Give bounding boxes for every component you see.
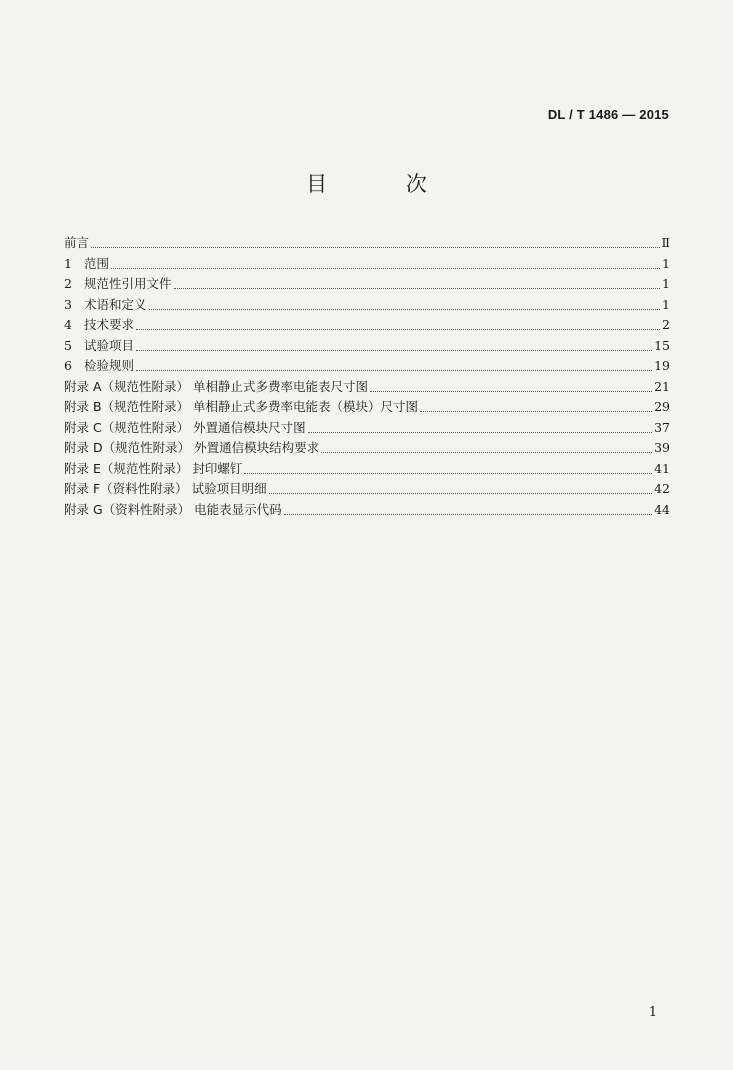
- toc-leader-dots: [269, 492, 652, 494]
- toc-entry-normative-references[interactable]: [64, 274, 670, 295]
- toc-entry-number: 6: [64, 358, 72, 373]
- toc-entry-page: 29: [654, 399, 670, 414]
- toc-entry-label: [64, 356, 134, 377]
- toc-entry-label: 附录 F（资料性附录） 试验项目明细: [64, 481, 267, 496]
- toc-entry-page: 15: [654, 337, 670, 353]
- toc-entry-label: 附录 D（规范性附录） 外置通信模块结构要求: [64, 440, 320, 455]
- toc-entry-number: 2: [64, 276, 72, 291]
- toc-entry-page: 21: [654, 378, 670, 394]
- toc-entry-appendix-a[interactable]: [64, 377, 670, 398]
- toc-entry-text: 检验规则: [84, 358, 135, 373]
- toc-leader-dots: [420, 410, 652, 412]
- toc-entry-test-items[interactable]: [64, 336, 670, 357]
- toc-leader-dots: [136, 349, 652, 351]
- toc-entry-technical-requirements[interactable]: [64, 315, 670, 336]
- toc-entry-text: 术语和定义: [84, 296, 147, 312]
- toc-entry-terms[interactable]: [64, 295, 670, 316]
- toc-entry-text: 技术要求: [84, 317, 135, 332]
- toc-entry-page: 41: [654, 460, 670, 476]
- toc-entry-scope[interactable]: [64, 254, 670, 275]
- toc-leader-dots: [244, 472, 652, 474]
- toc-leader-dots: [91, 246, 659, 248]
- toc-leader-dots: [111, 267, 660, 269]
- toc-leader-dots: [136, 328, 660, 330]
- toc-entry-page: 39: [654, 440, 670, 455]
- toc-entry-number: 3: [64, 296, 72, 312]
- toc-leader-dots: [321, 451, 652, 453]
- toc-entry-text: 规范性引用文件: [84, 276, 172, 291]
- toc-entry-label: 附录 A（规范性附录） 单相静止式多费率电能表尺寸图: [64, 378, 368, 394]
- toc-leader-dots: [370, 390, 652, 392]
- toc-entry-page: Ⅱ: [661, 235, 670, 250]
- toc-entry-label: 附录 C（规范性附录） 外置通信模块尺寸图: [64, 419, 306, 435]
- toc-leader-dots: [174, 287, 661, 289]
- toc-entry-appendix-d[interactable]: [64, 438, 670, 459]
- toc-entry-page: 1: [662, 276, 670, 291]
- toc-entry-inspection-rules[interactable]: [64, 356, 670, 377]
- toc-entry-foreword[interactable]: [64, 233, 670, 254]
- toc-entry-page: 42: [654, 481, 670, 496]
- toc-entry-label: [64, 315, 134, 336]
- toc-entry-label: 附录 E（规范性附录） 封印螺钉: [64, 460, 243, 476]
- toc-entry-page: 19: [654, 358, 670, 373]
- toc-entry-appendix-e[interactable]: [64, 459, 670, 480]
- toc-entry-label: 附录 G（资料性附录） 电能表显示代码: [64, 501, 282, 517]
- toc-entry-label: 附录 B（规范性附录） 单相静止式多费率电能表（模块）尺寸图: [64, 399, 419, 414]
- table-of-contents: [64, 233, 670, 520]
- toc-entry-number: 1: [64, 255, 72, 271]
- page-number: 1: [648, 1005, 657, 1020]
- toc-entry-label: [64, 254, 109, 275]
- toc-entry-appendix-g[interactable]: [64, 500, 670, 521]
- toc-entry-page: 1: [662, 255, 670, 271]
- toc-entry-label: 前言: [64, 235, 90, 250]
- toc-entry-appendix-f[interactable]: [64, 479, 670, 500]
- toc-leader-dots: [308, 431, 652, 433]
- toc-leader-dots: [284, 513, 652, 515]
- toc-leader-dots: [149, 308, 661, 310]
- toc-entry-label: [64, 274, 172, 295]
- toc-entry-label: [64, 336, 134, 357]
- toc-entry-page: 1: [662, 296, 670, 312]
- toc-entry-number: 4: [64, 317, 72, 332]
- toc-entry-text: 试验项目: [84, 337, 135, 353]
- toc-leader-dots: [136, 369, 652, 371]
- toc-entry-page: 37: [654, 419, 670, 435]
- toc-entry-label: [64, 295, 147, 316]
- toc-entry-appendix-b[interactable]: [64, 397, 670, 418]
- toc-entry-page: 2: [662, 317, 670, 332]
- document-code: DL / T 1486 — 2015: [547, 107, 669, 122]
- toc-entry-text: 范围: [84, 255, 110, 271]
- toc-entry-appendix-c[interactable]: [64, 418, 670, 439]
- toc-entry-number: 5: [64, 337, 72, 353]
- toc-title: 目 次: [306, 172, 463, 196]
- toc-entry-page: 44: [654, 501, 670, 517]
